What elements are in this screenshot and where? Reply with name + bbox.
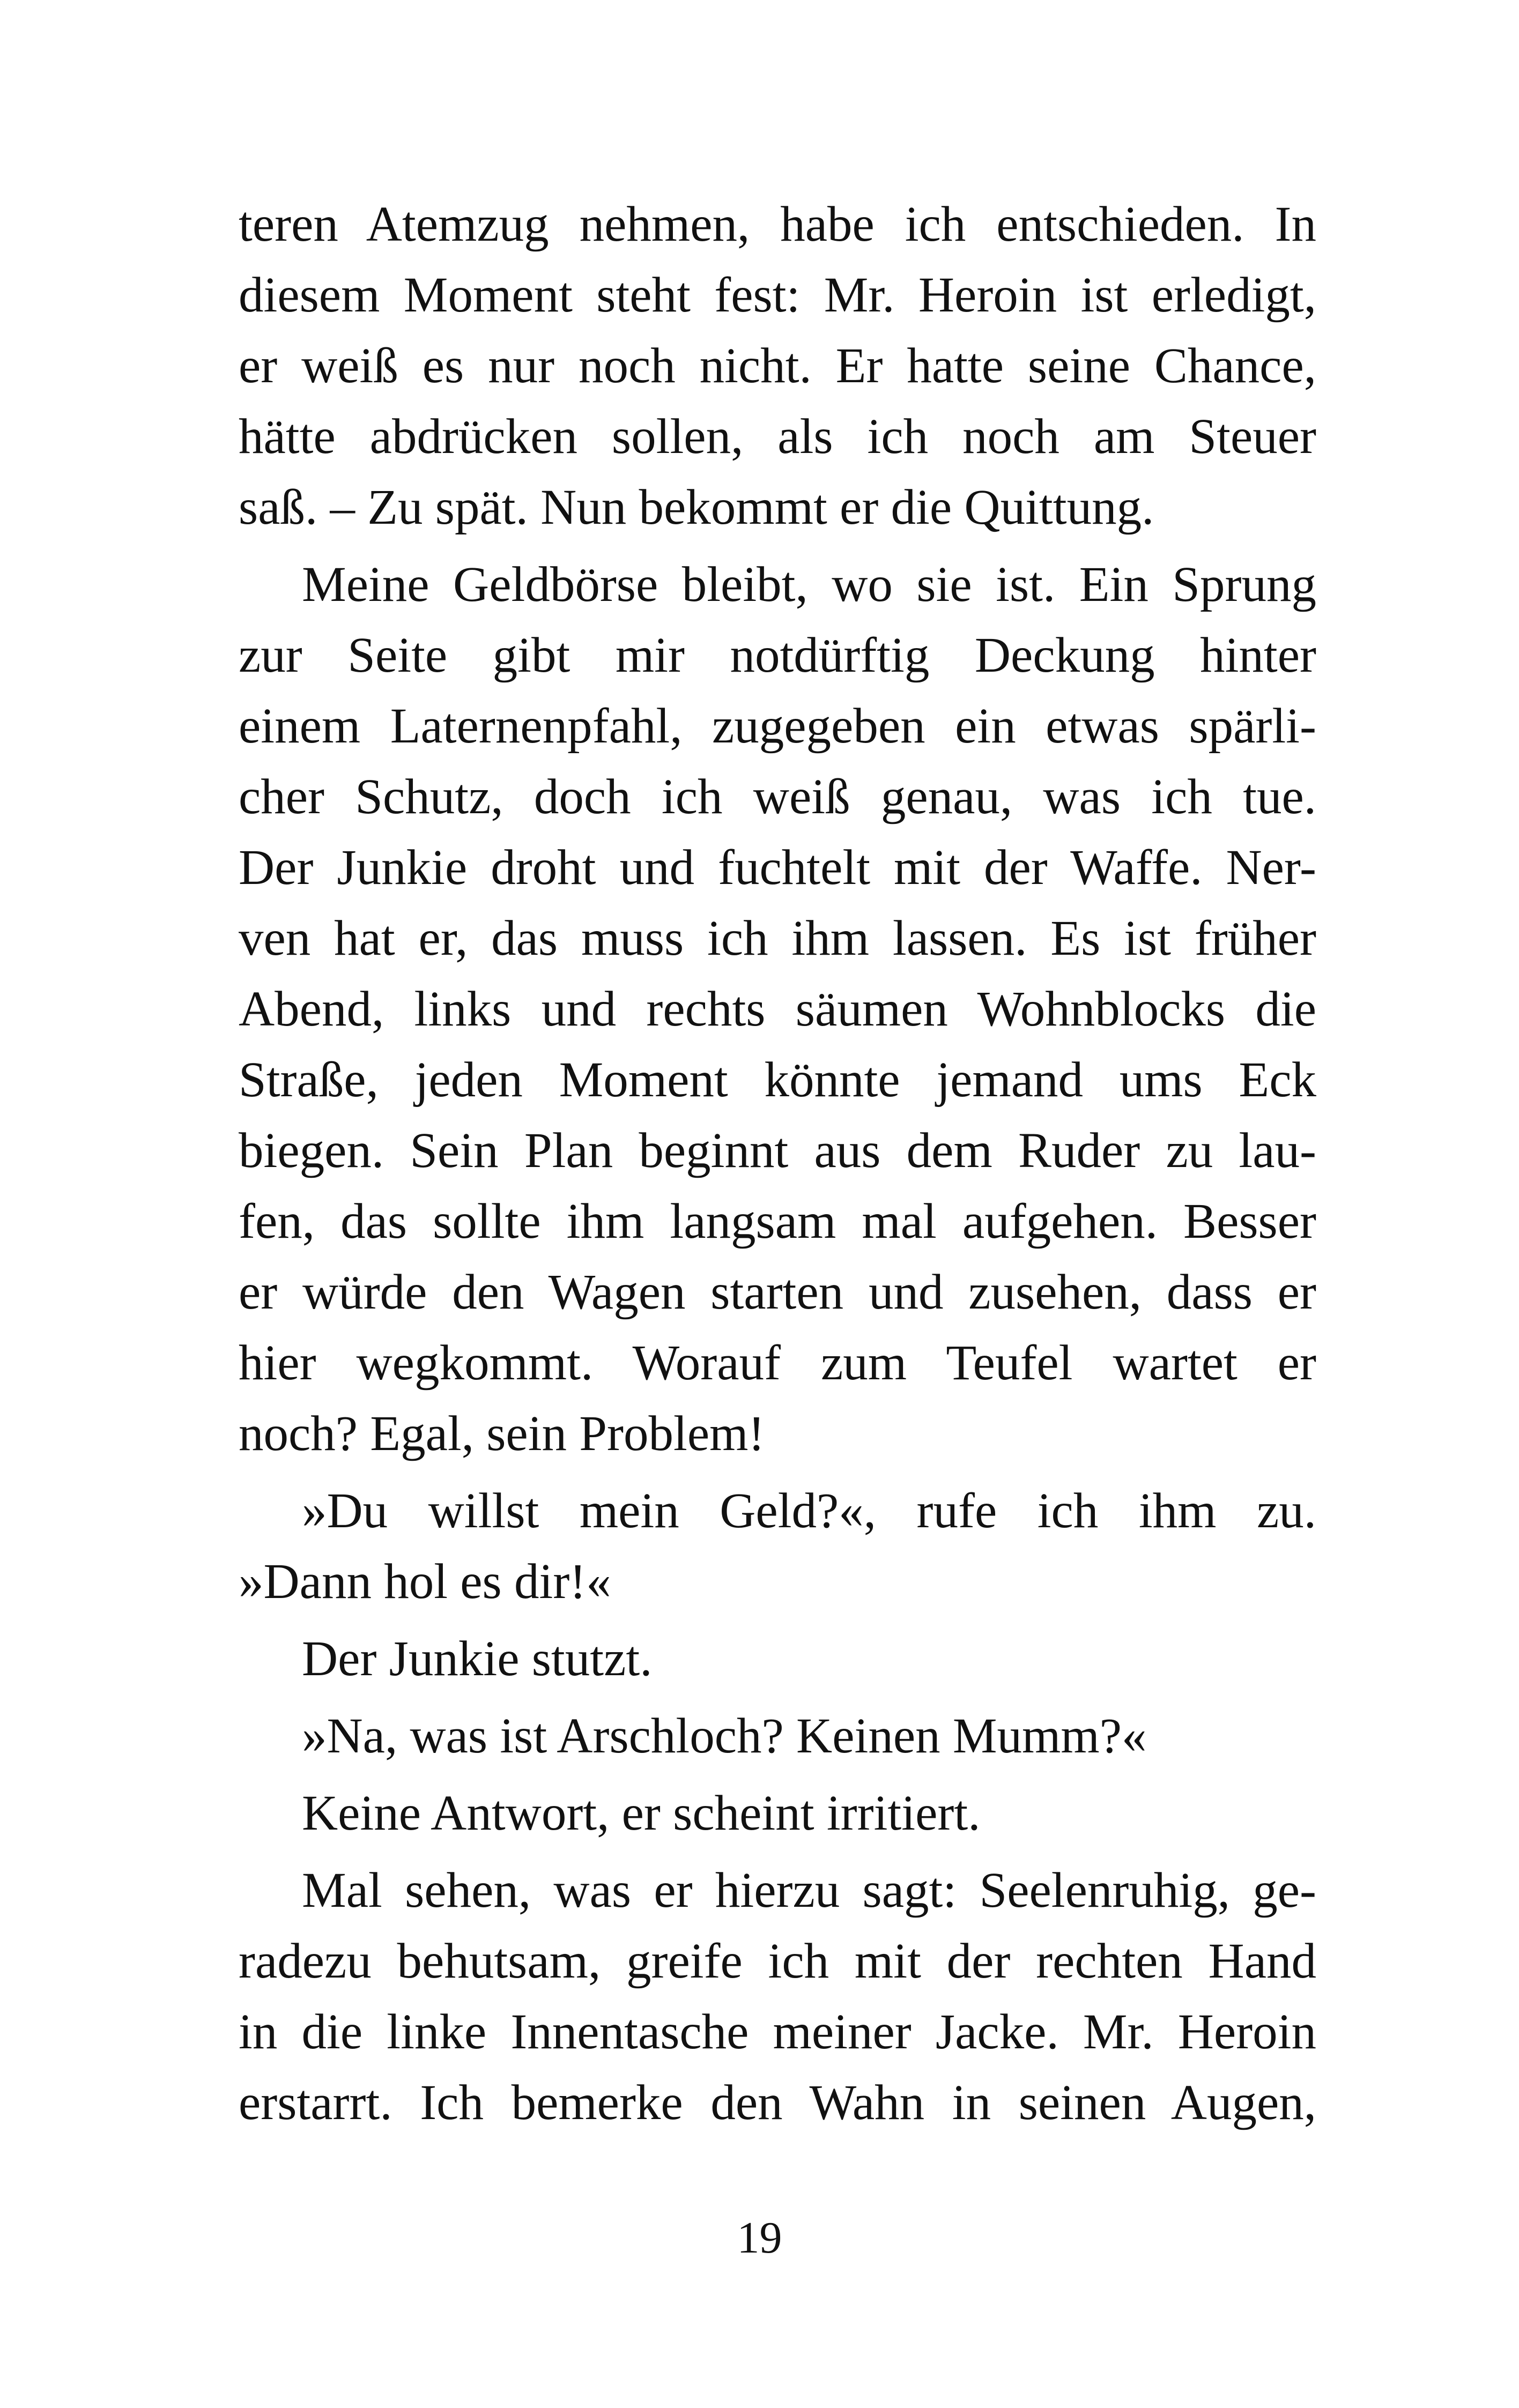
- text-line: Keine Antwort, er scheint irritiert.: [302, 1786, 981, 1841]
- text-line: Meine Geldbörse bleibt, wo sie ist. Ein Sprung: [302, 557, 1316, 612]
- text-line: biegen. Sein Plan beginnt aus dem Ruder zu lau-: [239, 1123, 1316, 1178]
- text-line: er weiß es nur noch nicht. Er hatte seine Chance,: [239, 338, 1316, 393]
- text-line: noch? Egal, sein Problem!: [239, 1406, 765, 1461]
- paragraph: [239, 1624, 1316, 1694]
- text-line: hätte abdrücken sollen, als ich noch am Steuer: [239, 409, 1316, 464]
- paragraph: [239, 549, 1316, 1469]
- text-line: hier wegkommt. Worauf zum Teufel wartet er: [239, 1335, 1316, 1391]
- text-line: fen, das sollte ihm langsam mal aufgehen. Besser: [239, 1194, 1316, 1249]
- text-line: teren Atemzug nehmen, habe ich entschieden. In: [239, 197, 1316, 252]
- paragraph-gap: [239, 1469, 1316, 1476]
- body-text: [239, 189, 1316, 2138]
- paragraph: [239, 1855, 1316, 2138]
- text-line: Abend, links und rechts säumen Wohnblocks die: [239, 982, 1316, 1037]
- text-line: »Dann hol es dir!«: [239, 1554, 611, 1609]
- paragraph-gap: [239, 1772, 1316, 1778]
- text-line: Straße, jeden Moment könnte jemand ums Eck: [239, 1052, 1316, 1108]
- text-line: ven hat er, das muss ich ihm lassen. Es ist früher: [239, 911, 1316, 966]
- text-line: er würde den Wagen starten und zusehen, dass er: [239, 1265, 1316, 1320]
- text-line: Der Junkie droht und fuchtelt mit der Waffe. Ner-: [239, 840, 1316, 895]
- text-line: erstarrt. Ich bemerke den Wahn in seinen Augen,: [239, 2075, 1316, 2130]
- text-line: cher Schutz, doch ich weiß genau, was ich tue.: [239, 769, 1316, 824]
- text-line: einem Laternenpfahl, zugegeben ein etwas spärli-: [239, 698, 1316, 754]
- paragraph-gap: [239, 1694, 1316, 1701]
- text-line: »Du willst mein Geld?«, rufe ich ihm zu.: [302, 1483, 1316, 1539]
- text-line: diesem Moment steht fest: Mr. Heroin ist erledigt,: [239, 267, 1316, 323]
- paragraph-gap: [239, 1849, 1316, 1855]
- text-line: Mal sehen, was er hierzu sagt: Seelenruhig, ge-: [302, 1863, 1316, 1918]
- text-line: in die linke Innentasche meiner Jacke. Mr. Heroin: [239, 2004, 1316, 2060]
- paragraph-gap: [239, 543, 1316, 549]
- paragraph: [239, 1701, 1316, 1772]
- paragraph-gap: [239, 1617, 1316, 1624]
- text-line: »Na, was ist Arschloch? Keinen Mumm?«: [302, 1708, 1147, 1764]
- text-line: saß. – Zu spät. Nun bekommt er die Quittung.: [239, 480, 1154, 535]
- page-number: 19: [737, 2213, 782, 2263]
- paragraph: [239, 1476, 1316, 1617]
- text-line: radezu behutsam, greife ich mit der rechten Hand: [239, 1934, 1316, 1989]
- paragraph: [239, 1778, 1316, 1849]
- paragraph: [239, 189, 1316, 543]
- text-line: zur Seite gibt mir notdürftig Deckung hinter: [239, 628, 1316, 683]
- text-line: Der Junkie stutzt.: [302, 1631, 653, 1686]
